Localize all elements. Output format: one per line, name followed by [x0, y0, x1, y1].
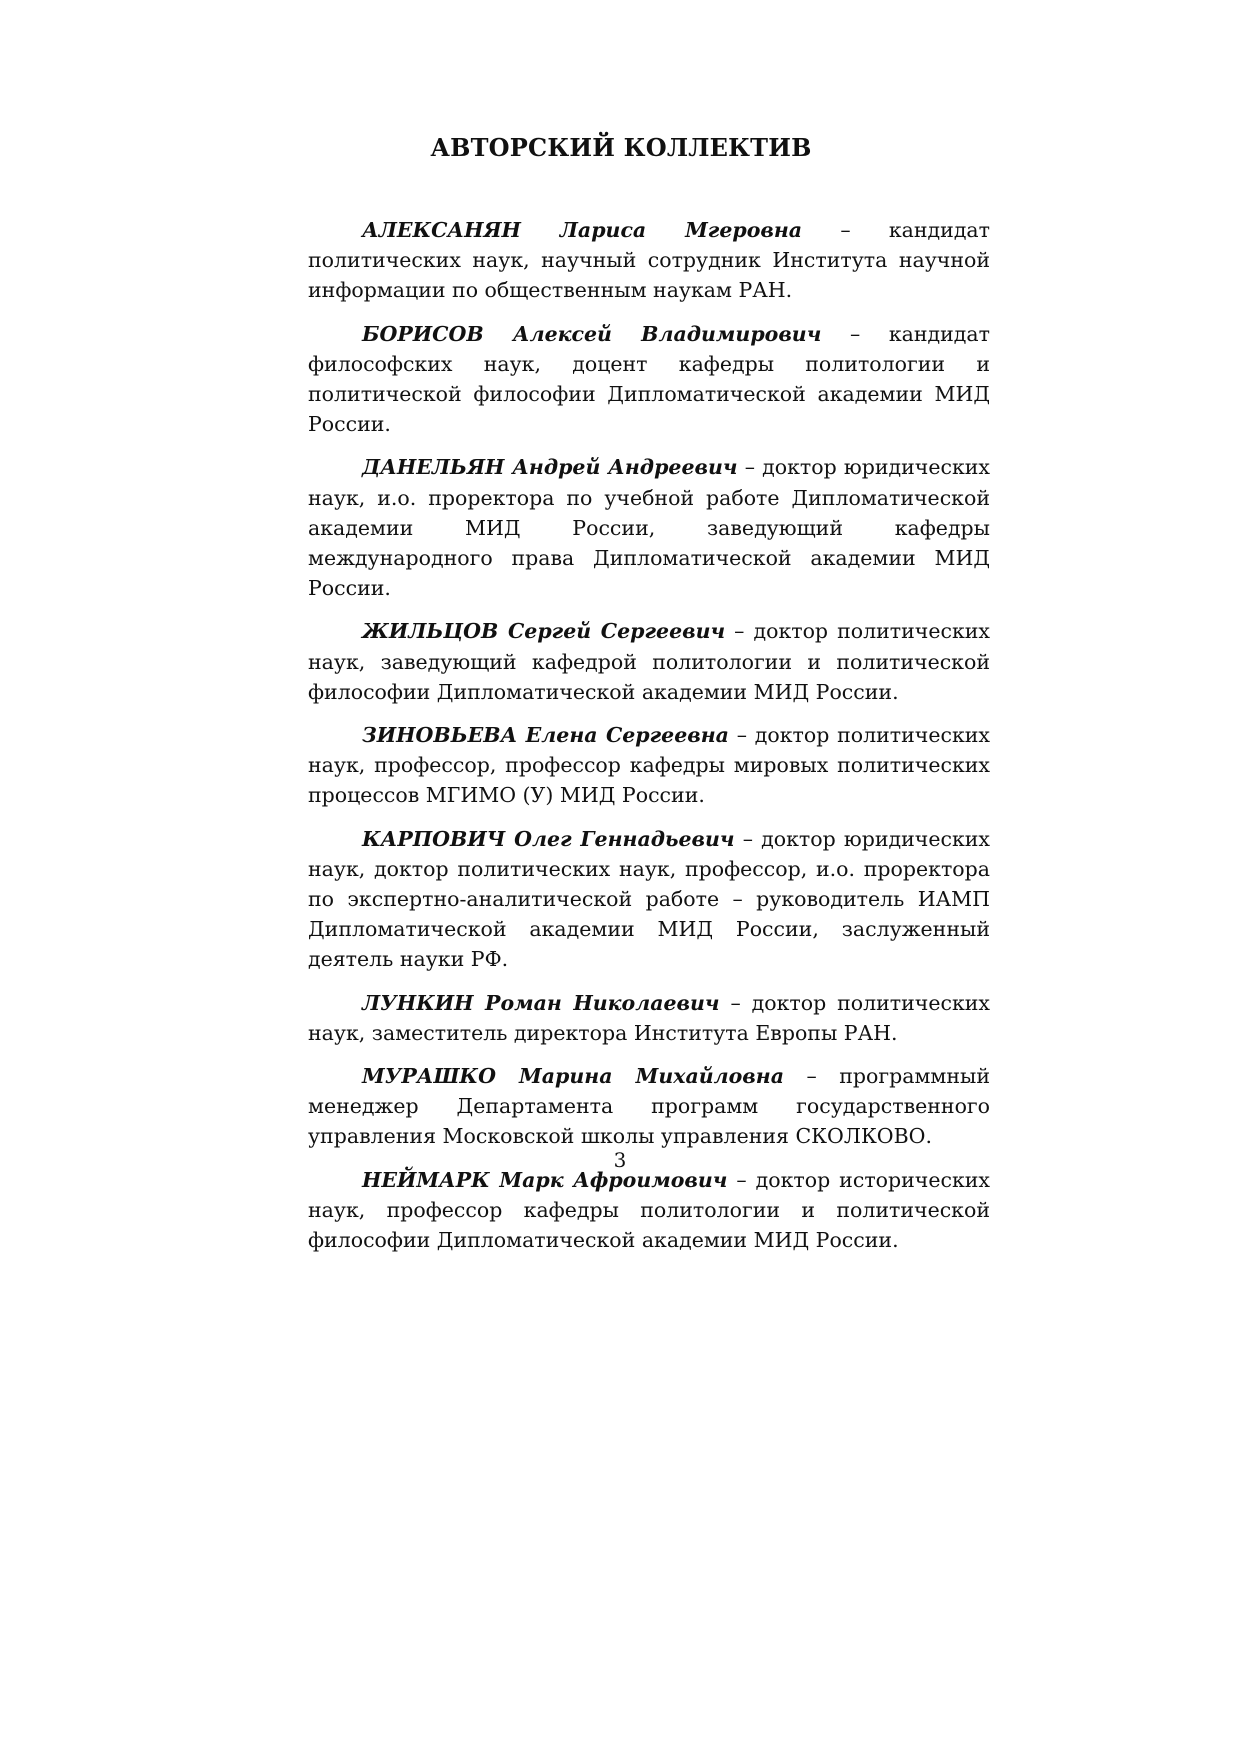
author-entry	[308, 720, 990, 811]
author-description: – доктор политических наук, заместитель директора Института Европы РАН.	[308, 990, 990, 1045]
author-entry	[308, 988, 990, 1048]
author-list	[308, 215, 990, 1268]
author-description: – доктор политических наук, заведующий кафедрой политологии и политической философии Дипломатической академии МИД России.	[308, 619, 990, 704]
author-entry	[308, 1165, 990, 1256]
author-name: ЛУНКИН Роман Николаевич	[362, 990, 720, 1015]
author-entry	[308, 824, 990, 975]
author-name: ЖИЛЬЦОВ Сергей Сергеевич	[362, 619, 726, 644]
author-description: – доктор юридических наук, доктор политических наук, профессор, и.о. проректора по экспертно-аналитической работе – руководитель ИАМП Дипломатической академии МИД России, заслуженный деятель науки РФ.	[308, 826, 990, 972]
author-entry	[308, 319, 990, 440]
author-entry	[308, 1061, 990, 1152]
author-description: – доктор исторических наук, профессор кафедры политологии и политической философии Дипломатической академии МИД России.	[308, 1167, 990, 1253]
author-name: НЕЙМАРК Марк Афроимович	[362, 1167, 728, 1192]
author-entry	[308, 452, 990, 603]
author-name: ЗИНОВЬЕВА Елена Сергеевна	[362, 723, 729, 748]
author-description: – кандидат политических наук, научный сотрудник Института научной информации по общественным наукам РАН.	[308, 218, 990, 303]
page-title: АВТОРСКИЙ КОЛЛЕКТИВ	[430, 133, 812, 162]
author-name: ДАНЕЛЬЯН Андрей Андреевич	[362, 455, 738, 480]
author-description: – программный менеджер Департамента программ государственного управления Московской школы управления СКОЛКОВО.	[308, 1064, 990, 1149]
author-description: – доктор юридических наук, и.о. проректора по учебной работе Дипломатической академии МИД России, заведующий кафедры международного права Дипломатической академии МИД России.	[308, 455, 990, 601]
author-name: КАРПОВИЧ Олег Геннадьевич	[362, 826, 735, 851]
author-name: БОРИСОВ Алексей Владимирович	[362, 321, 822, 346]
author-description: – кандидат философских наук, доцент кафедры политологии и политической философии Дипломатической академии МИД России.	[308, 321, 990, 437]
author-entry	[308, 215, 990, 306]
author-entry	[308, 616, 990, 707]
author-description: – доктор политических наук, профессор, профессор кафедры мировых политических процессов МГИМО (У) МИД России.	[308, 723, 990, 808]
author-name: АЛЕКСАНЯН Лариса Мгеровна	[362, 218, 803, 242]
page-number: 3	[613, 1148, 627, 1172]
author-name: МУРАШКО Марина Михайловна	[362, 1064, 784, 1089]
